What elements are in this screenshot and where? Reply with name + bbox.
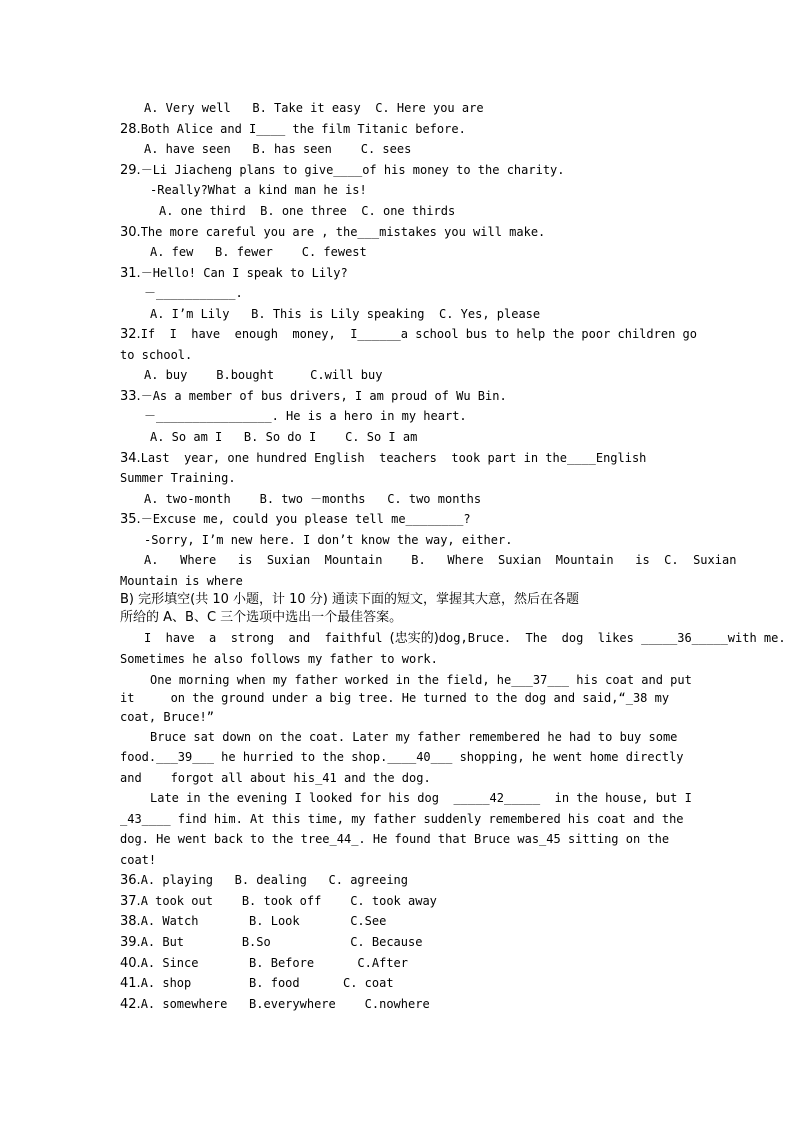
answer-number: 41. <box>120 976 141 991</box>
question-text: －Li Jiacheng plans to give____of his money to the charity. <box>140 163 565 177</box>
answer-number: 38. <box>120 914 141 929</box>
passage-text: Late in the evening I looked for his dog <box>150 791 454 805</box>
passage-line: Bruce sat down on the coat. Later my father remembered he had to buy some <box>150 730 678 744</box>
q29-reply: -Really?What a kind man he is! <box>150 183 367 197</box>
question-number: 32. <box>120 327 141 342</box>
question-number: 28. <box>120 122 141 137</box>
q29-options: A. one third B. one three C. one thirds <box>159 204 456 218</box>
q35-reply: -Sorry, I’m new here. I don’t know the way, either. <box>144 533 513 547</box>
answer-options: A. Watch B. Look C.See <box>140 914 387 928</box>
passage-line <box>120 832 669 846</box>
answer-row <box>120 914 386 929</box>
blank-45: _45 <box>539 832 561 846</box>
q31-options: A. I’m Lily B. This is Lily speaking C. Yes, please <box>150 307 541 321</box>
q35-options-continuation: Mountain is where <box>120 574 243 588</box>
question-30 <box>120 225 545 240</box>
passage-line <box>120 771 431 785</box>
passage-text: in the house, but I <box>540 791 692 805</box>
q33-options: A. So am I B. So do I C. So I am <box>150 430 418 444</box>
question-33 <box>120 389 507 404</box>
passage-text: One morning when my father worked in the field, he <box>150 673 512 687</box>
passage-text: my <box>647 691 670 705</box>
passage-line: coat, Bruce!” <box>120 710 214 724</box>
question-number: 31. <box>120 266 141 281</box>
question-text: If I have enough money, I______a school bus to help the poor children go <box>140 327 697 341</box>
passage-text: with me. <box>727 631 786 645</box>
answer-row <box>120 956 408 971</box>
passage-line <box>120 691 669 705</box>
passage-text: . He found that Bruce was <box>358 832 540 846</box>
passage-line <box>120 812 684 826</box>
cloze-heading-continuation: 所给的 A、B、C 三个选项中选出一个最佳答案。 <box>120 610 403 625</box>
answer-row <box>120 997 430 1012</box>
question-text: Both Alice and I____ the film Titanic before. <box>140 122 466 136</box>
question-text: Last year, one hundred English teachers took part in the____English <box>140 451 647 465</box>
blank-39: ___39___ <box>156 750 214 764</box>
passage-text: food. <box>120 750 157 764</box>
passage-text: it on the ground under a big tree. He turned to the dog and said,“ <box>120 691 626 705</box>
answer-options: A took out B. took off C. took away <box>140 894 437 908</box>
answer-row <box>120 935 422 950</box>
q34-continuation: Summer Training. <box>120 471 236 485</box>
passage-text: shopping, he went home directly <box>452 750 684 764</box>
question-35 <box>120 512 471 527</box>
q32-continuation: to school. <box>120 348 193 362</box>
answer-number: 37. <box>120 894 141 909</box>
question-text: －Excuse me, could you please tell me________? <box>140 512 471 526</box>
blank-36: _____36_____ <box>641 631 728 645</box>
passage-text: sitting on the <box>560 832 670 846</box>
blank-37: ___37___ <box>511 673 570 687</box>
passage-line <box>144 631 786 646</box>
q32-options: A. buy B.bought C.will buy <box>144 368 383 382</box>
blank-42: _____42_____ <box>453 791 541 805</box>
question-number: 33. <box>120 389 141 404</box>
answer-row <box>120 894 437 909</box>
question-31 <box>120 266 348 281</box>
q34-options: A. two-month B. two －months C. two months <box>144 492 482 506</box>
question-34 <box>120 451 646 466</box>
cloze-heading: B) 完形填空(共 10 小题，计 10 分) 通读下面的短文，掌握其大意，然后在各题 <box>120 592 580 607</box>
passage-text: dog. He went back to the tree <box>120 832 330 846</box>
q28-options: A. have seen B. has seen C. sees <box>144 142 412 156</box>
answer-options: A. But B.So C. Because <box>140 935 423 949</box>
answer-row <box>120 873 408 888</box>
passage-line <box>150 791 692 805</box>
passage-text: I have a strong and faithful <box>144 631 390 645</box>
blank-38: _38 <box>625 691 648 705</box>
q31-reply: －___________. <box>144 286 243 300</box>
question-number: 30. <box>120 225 141 240</box>
blank-41: _41 <box>315 771 337 785</box>
passage-text: dog,Bruce. The dog likes <box>438 631 642 645</box>
q27-options: A. Very well B. Take it easy C. Here you are <box>144 101 484 115</box>
question-text: The more careful you are , the___mistakes you will make. <box>140 225 546 239</box>
question-number: 35. <box>120 512 141 527</box>
blank-40: ____40___ <box>387 750 453 764</box>
passage-text: he hurried to the shop. <box>213 750 388 764</box>
question-29 <box>120 163 565 178</box>
question-text: －Hello! Can I speak to Lily? <box>140 266 348 280</box>
answer-options: A. Since B. Before C.After <box>140 956 408 970</box>
passage-line <box>150 673 692 687</box>
question-number: 34. <box>120 451 141 466</box>
question-text: －As a member of bus drivers, I am proud of Wu Bin. <box>140 389 507 403</box>
answer-number: 36. <box>120 873 141 888</box>
answer-row <box>120 976 394 991</box>
answer-number: 40. <box>120 956 141 971</box>
blank-44: _44_ <box>329 832 359 846</box>
passage-text: find him. At this time, my father suddenly remembered his coat and the <box>170 812 684 826</box>
q33-reply: －________________. He is a hero in my heart. <box>144 409 467 423</box>
passage-text: and the dog. <box>336 771 431 785</box>
passage-line: coat! <box>120 853 157 867</box>
blank-43: _43____ <box>120 812 171 826</box>
answer-options: A. somewhere B.everywhere C.nowhere <box>140 997 430 1011</box>
answer-number: 39. <box>120 935 141 950</box>
question-28 <box>120 122 466 137</box>
passage-line: Sometimes he also follows my father to work. <box>120 652 438 666</box>
answer-options: A. shop B. food C. coat <box>140 976 394 990</box>
question-number: 29. <box>120 163 141 178</box>
q30-options: A. few B. fewer C. fewest <box>150 245 367 259</box>
passage-line <box>120 750 684 764</box>
passage-text: and forgot all about his <box>120 771 316 785</box>
passage-text: his coat and put <box>569 673 692 687</box>
answer-number: 42. <box>120 997 141 1012</box>
passage-gloss: (忠实的) <box>389 631 439 646</box>
question-32 <box>120 327 697 342</box>
q35-options: A. Where is Suxian Mountain B. Where Suxian Mountain is C. Suxian <box>144 553 737 567</box>
answer-options: A. playing B. dealing C. agreeing <box>140 873 408 887</box>
